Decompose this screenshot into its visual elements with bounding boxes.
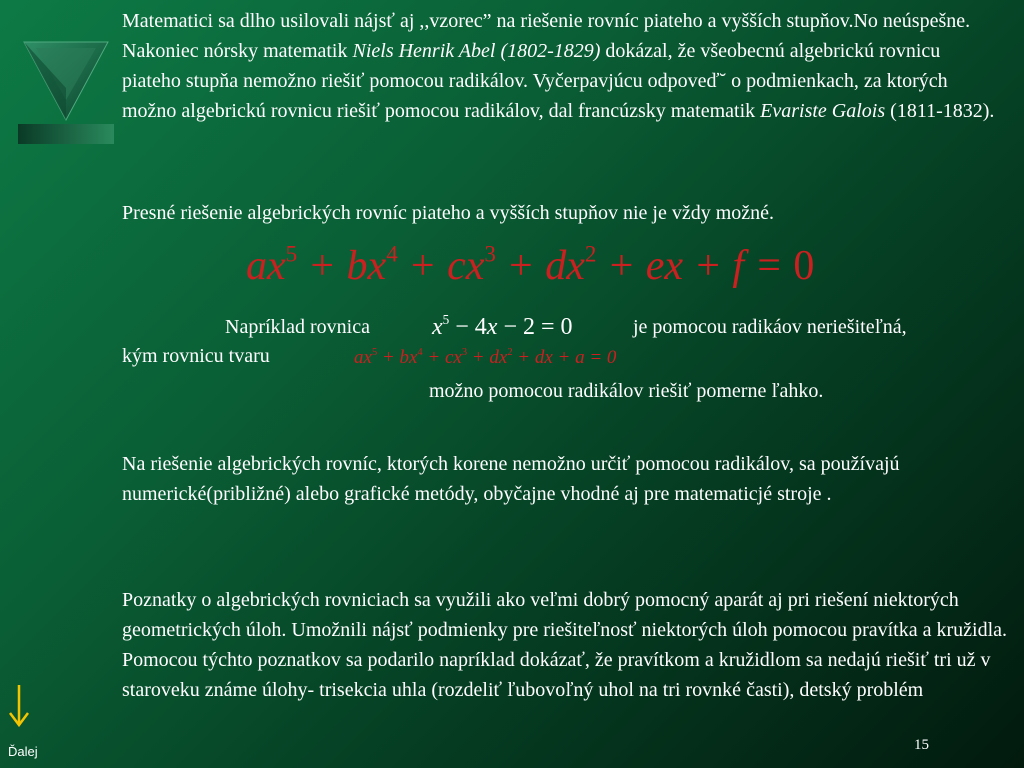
ex-term-minus4: − 4 — [449, 314, 487, 340]
ex-term-rest: − 2 = 0 — [497, 314, 573, 340]
intro-text-part2: dokázal, že všeobecnú algebrickú rovnicu piateho stupňa nemožno riešiť pomocou radikálov. Vyčerpavjúcu odpoveď˘ o podmienkach, za ktorých možno algebrickú rovnicu riešiť pomocou radikálov, dal francúzsky matematik — [122, 40, 948, 122]
eq-exp-2: 2 — [584, 240, 597, 267]
ex-exp-5: 5 — [442, 312, 450, 328]
sol-term-rest: + dx + a = 0 — [512, 347, 617, 368]
sol-term-bx: + bx — [377, 347, 418, 368]
sol-term-dx: + dx — [467, 347, 508, 368]
eq-exp-5: 5 — [285, 240, 298, 267]
ex-term-x: x — [432, 314, 443, 340]
eq-term-rest: + ex + f = — [596, 243, 794, 289]
geometry-paragraph: Poznatky o algebrických rovniciach sa využili ako veľmi dobrý pomocný aparát aj pri riešení niektorých geometrických úloh. Umožnili nájsť podmienky pre riešiteľnosť niektorých úloh pomocou pravítka a kružidla. Pomocou týchto poznatkov sa podarilo napríklad dokázať, že pravítkom a kružidlom sa nedajú riešiť tri už v staroveku známe úlohy- trisekcia uhla (rozdeliť ľubovoľný uhol na tri rovnké časti), detský problém — [122, 589, 1007, 701]
example-after: je pomocou radikáov neriešiteľná, — [633, 316, 907, 338]
statement-paragraph: Presné riešenie algebrických rovníc piateho a vyšších stupňov nie je vždy možné. — [122, 202, 775, 224]
sol-exp-5: 5 — [371, 347, 378, 359]
ex-term-x2: x — [486, 314, 498, 340]
eq-exp-3: 3 — [484, 240, 496, 267]
sol-exp-2: 2 — [507, 347, 513, 359]
intro-paragraph — [122, 6, 1002, 126]
quintic-equation-general — [246, 238, 814, 294]
example-line3: možno pomocou radikálov riešiť pomerne ľahko. — [429, 380, 824, 402]
page-number: 15 — [914, 737, 929, 753]
solvable-equation — [354, 345, 616, 371]
example-equation — [432, 311, 573, 343]
eq-zero: 0 — [793, 243, 815, 289]
marble-triangle-logo — [16, 38, 116, 148]
next-slide-link[interactable]: Ďalej — [8, 744, 38, 759]
intro-text-part3: (1811-1832). — [885, 100, 995, 122]
eq-term-bx: + bx — [297, 243, 387, 289]
eq-term-dx: + dx — [495, 243, 585, 289]
sol-term-cx: + cx — [422, 347, 462, 368]
abel-name: Niels Henrik Abel (1802-1829) — [352, 40, 601, 62]
sol-exp-4: 4 — [417, 347, 423, 359]
example-line2: kým rovnicu tvaru — [122, 345, 270, 367]
intro-text-part1: Matematici sa dlho usilovali nájsť aj ,,vzorec” na riešenie rovníc piateho a vyšších stupňov.No neúspešne. Nakoniec nórsky matematik — [122, 10, 971, 62]
eq-exp-4: 4 — [386, 240, 398, 267]
example-intro: Napríklad rovnica — [225, 316, 370, 338]
eq-term-ax: ax — [246, 243, 286, 289]
numeric-methods-paragraph: Na riešenie algebrických rovníc, ktorých korene nemožno určiť pomocou radikálov, sa používajú numerické(približné) alebo grafické metódy, obyčajne vhodné aj pre matematicjé stroje . — [122, 453, 900, 505]
sol-exp-3: 3 — [461, 347, 468, 359]
sol-term-ax: ax — [354, 347, 372, 368]
down-arrow-icon[interactable] — [8, 683, 30, 729]
eq-term-cx: + cx — [397, 243, 485, 289]
galois-name: Evariste Galois — [760, 100, 886, 122]
